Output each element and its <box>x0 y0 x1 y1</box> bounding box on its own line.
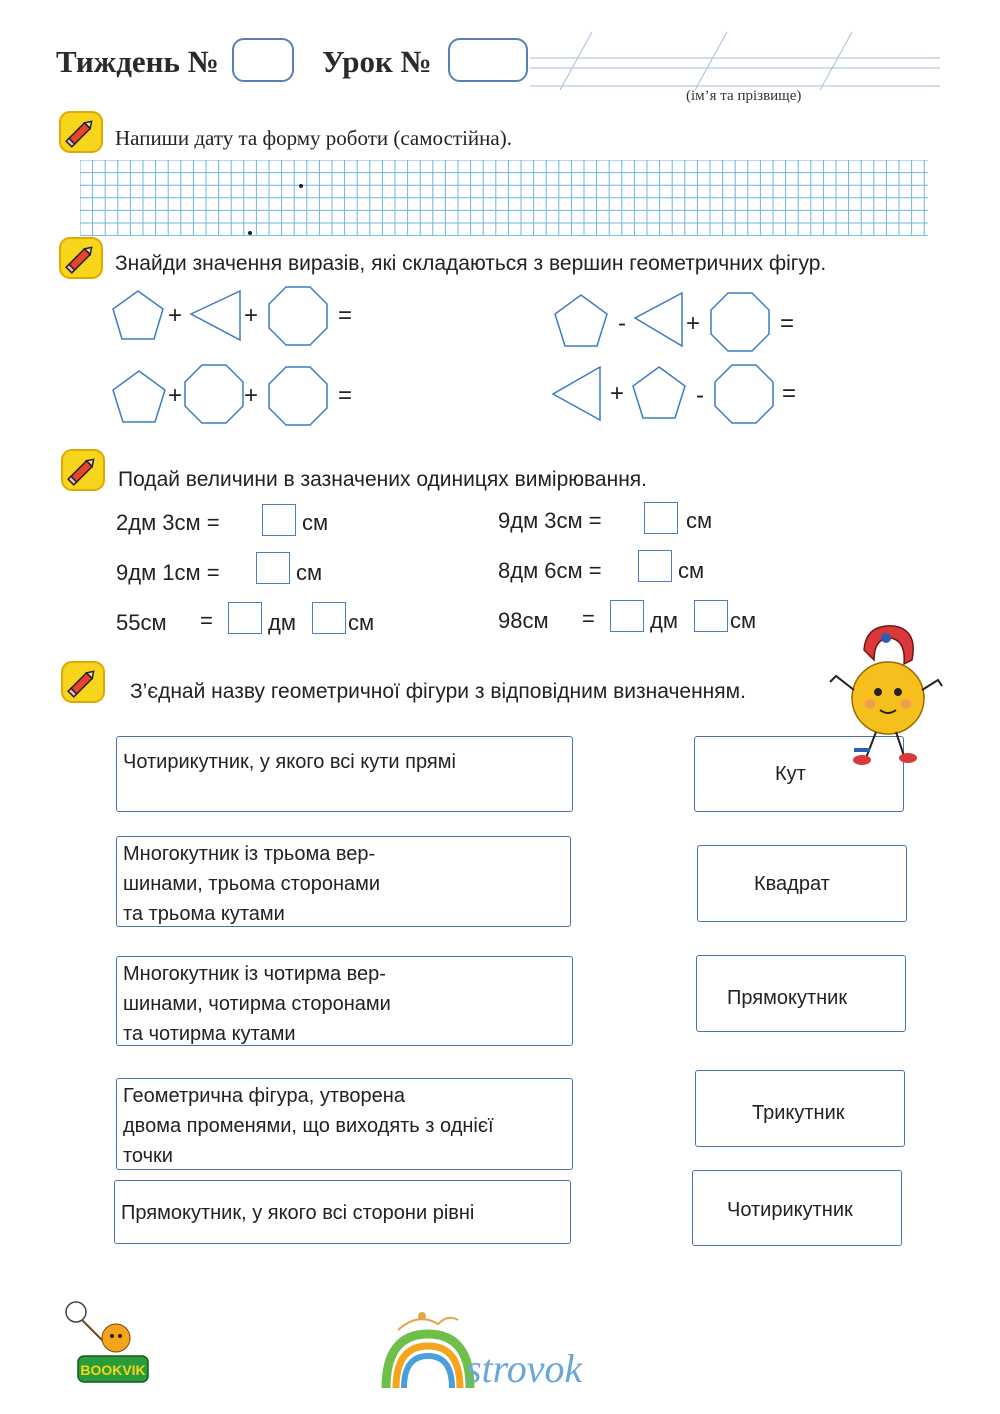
operator-sign: + <box>168 302 183 329</box>
task-units-text: Подай величини в зазначених одиницях вимірювання. <box>118 468 647 491</box>
triangle-shape <box>188 288 244 344</box>
ostrovok-logo <box>378 1304 608 1394</box>
unit-expression: 98см <box>498 608 549 633</box>
pencil-icon <box>58 236 104 280</box>
definition-box[interactable]: Многокутник із трьома вер- шинами, трьома сторонами та трьома кутами <box>116 836 571 927</box>
week-number-input[interactable] <box>232 38 294 82</box>
bookvik-logo <box>64 1298 156 1390</box>
name-box-chotyrykutnyk[interactable] <box>692 1170 902 1246</box>
answer-box[interactable] <box>228 602 262 634</box>
unit-label: см <box>348 610 375 635</box>
lesson-number-input[interactable] <box>448 38 528 82</box>
unit-label: см <box>730 608 757 633</box>
bookvik-logo-text: BOOKVIK <box>80 1362 146 1378</box>
answer-box[interactable] <box>694 600 728 632</box>
pentagon-shape <box>110 288 166 344</box>
unit-label: см <box>296 560 323 585</box>
octagon-shape <box>266 284 330 348</box>
writing-grid[interactable] <box>80 160 928 236</box>
name-line-area[interactable] <box>530 30 950 95</box>
operator-sign: + <box>686 310 701 337</box>
unit-expression: 9дм 3см = <box>498 508 602 533</box>
task-shapes-text: Знайди значення виразів, які складаються з вершин геометричних фігур. <box>115 252 827 275</box>
operator-sign: - <box>618 310 626 337</box>
operator-sign: + <box>244 382 259 409</box>
answer-box[interactable] <box>638 550 672 582</box>
operator-sign: + <box>244 302 259 329</box>
operator-sign: = <box>338 382 353 409</box>
triangle-shape <box>632 290 686 350</box>
name-label: Трикутник <box>752 1102 845 1124</box>
week-label: Тиждень № <box>56 44 219 79</box>
name-box-trykutnyk[interactable] <box>695 1070 905 1147</box>
unit-expression: 55см <box>116 610 167 635</box>
name-label: Чотирикутник <box>727 1199 853 1221</box>
pencil-icon <box>60 660 106 704</box>
unit-label: см <box>686 508 713 533</box>
unit-expression: 8дм 6см = <box>498 558 602 583</box>
unit-label: см <box>678 558 705 583</box>
task-date-text: Напиши дату та форму роботи (самостійна). <box>115 126 512 150</box>
definition-box[interactable]: Многокутник із чотирма вер- шинами, чотирма сторонами та чотирма кутами <box>116 956 573 1046</box>
girl-mascot-illustration <box>826 620 946 770</box>
pencil-icon <box>60 448 106 492</box>
task-match-text: З’єднай назву геометричної фігури з відповідним визначенням. <box>130 680 746 703</box>
definition-box[interactable]: Чотирикутник, у якого всі кути прямі <box>116 736 573 812</box>
name-label: Кут <box>775 763 806 785</box>
operator-sign: - <box>696 382 704 409</box>
operator-sign: = <box>780 310 795 337</box>
name-box-kvadrat[interactable] <box>697 845 907 922</box>
octagon-shape <box>182 362 246 426</box>
lesson-label: Урок № <box>322 44 432 79</box>
operator-sign: = <box>782 380 797 407</box>
pentagon-shape <box>110 368 168 426</box>
unit-label: см <box>302 510 329 535</box>
answer-box[interactable] <box>644 502 678 534</box>
octagon-shape <box>266 364 330 428</box>
unit-label: дм <box>650 608 678 633</box>
pentagon-shape <box>630 364 688 422</box>
equals-sign: = <box>200 608 213 633</box>
answer-box[interactable] <box>312 602 346 634</box>
octagon-shape <box>708 290 772 354</box>
name-label: Квадрат <box>754 873 830 895</box>
octagon-shape <box>712 362 776 426</box>
answer-box[interactable] <box>256 552 290 584</box>
name-caption: (ім’я та прізвище) <box>686 88 802 104</box>
unit-label: дм <box>268 610 296 635</box>
answer-box[interactable] <box>610 600 644 632</box>
operator-sign: + <box>168 382 183 409</box>
grid-dot <box>299 184 303 188</box>
unit-expression: 9дм 1см = <box>116 560 220 585</box>
unit-expression: 2дм 3см = <box>116 510 220 535</box>
ostrovok-logo-text: strovok <box>466 1346 583 1391</box>
name-label: Прямокутник <box>727 987 848 1009</box>
operator-sign: + <box>610 380 625 407</box>
definition-box[interactable]: Прямокутник, у якого всі сторони рівні <box>114 1180 571 1244</box>
pencil-icon <box>58 110 104 154</box>
definition-box[interactable]: Геометрична фігура, утворена двома променями, що виходять з однієї точки <box>116 1078 573 1170</box>
grid-dot <box>248 231 252 235</box>
pentagon-shape <box>552 292 610 350</box>
operator-sign: = <box>338 302 353 329</box>
answer-box[interactable] <box>262 504 296 536</box>
equals-sign: = <box>582 606 595 631</box>
name-box-pryamokutnyk[interactable] <box>696 955 906 1032</box>
triangle-shape <box>550 364 604 424</box>
